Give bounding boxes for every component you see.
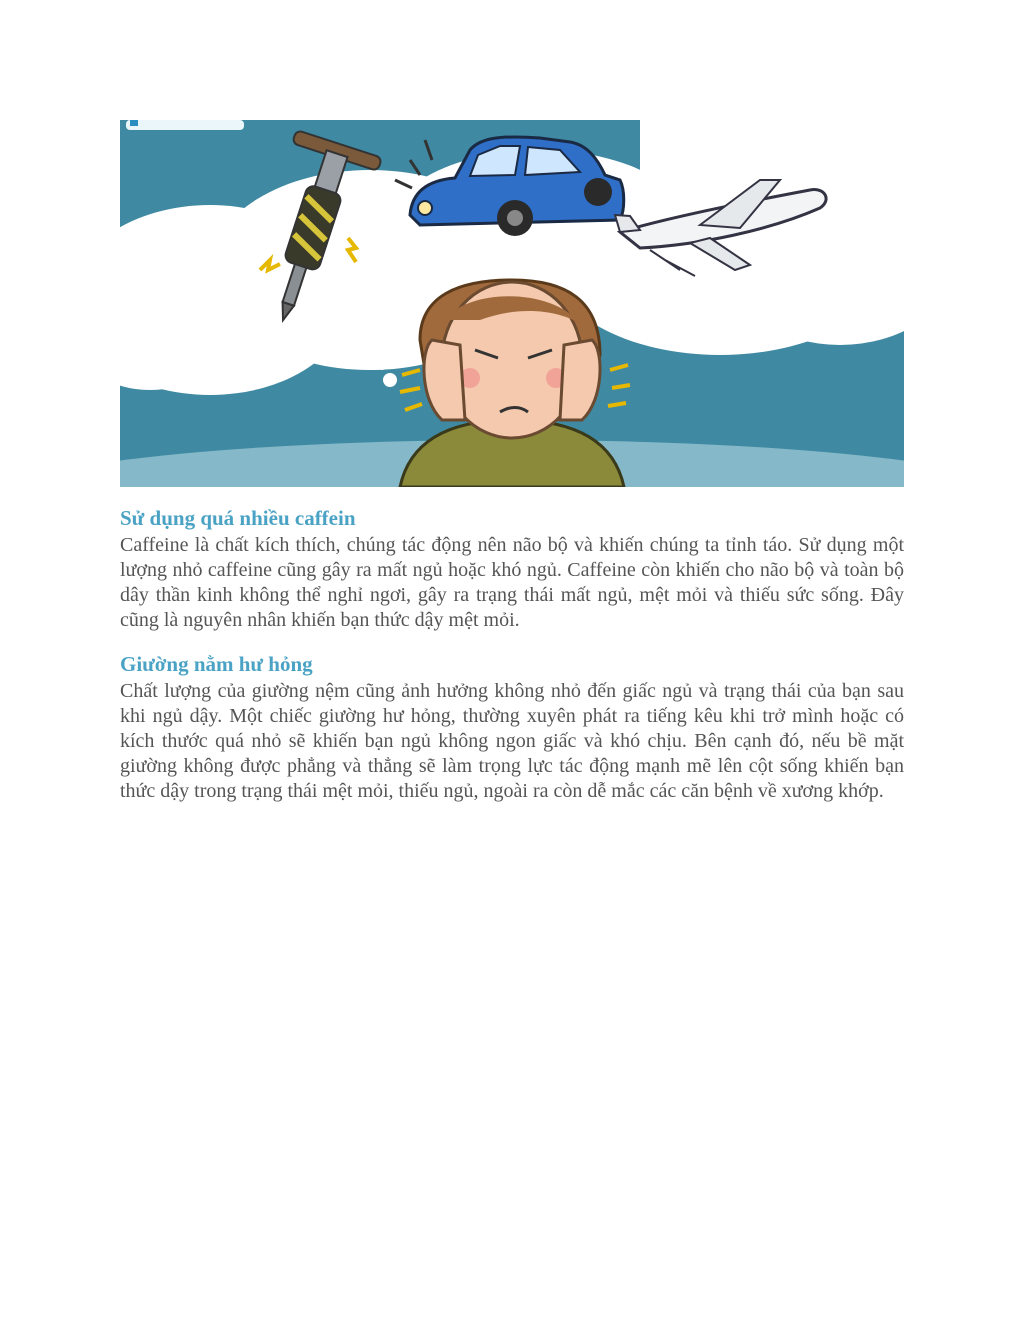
heading-broken-bed: Giường nằm hư hỏng <box>120 652 313 676</box>
paragraph-broken-bed: Chất lượng của giường nệm cũng ảnh hưởng không nhỏ đến giấc ngủ và trạng thái của bạn sau khi ngủ dậy. Một chiếc giường hư hỏng, thường xuyên phát ra tiếng kêu khi trở mình hoặc có kích thước quá nhỏ sẽ khiến bạn ngủ không ngon giấc và khó chịu. Bên cạnh đó, nếu bề mặt giường không được phẳng và thẳng sẽ làm trọng lực tác động mạnh mẽ lên cột sống khiến bạn thức dậy trong trạng thái mệt mỏi, thiếu ngủ, ngoài ra còn dễ mắc các căn bệnh về xương khớp. <box>120 680 904 802</box>
article-content <box>120 503 904 804</box>
heading-caffeine: Sử dụng quá nhiều caffein <box>120 506 356 530</box>
illustration-svg <box>120 120 904 487</box>
brand-logo <box>126 120 244 130</box>
noise-illustration <box>120 120 904 487</box>
car-drawing <box>395 137 624 236</box>
paragraph-caffeine: Caffeine là chất kích thích, chúng tác động nên não bộ và khiến chúng ta tỉnh táo. Sử dụng một lượng nhỏ caffeine cũng gây ra mất ngủ hoặc khó ngủ. Caffeine còn khiến cho não bộ và toàn bộ dây thần kinh không thể nghỉ ngơi, gây ra trạng thái mất ngủ, mệt mỏi và thiếu sức sống. Đây cũng là nguyên nhân khiến bạn thức dậy mệt mỏi. <box>120 534 904 631</box>
